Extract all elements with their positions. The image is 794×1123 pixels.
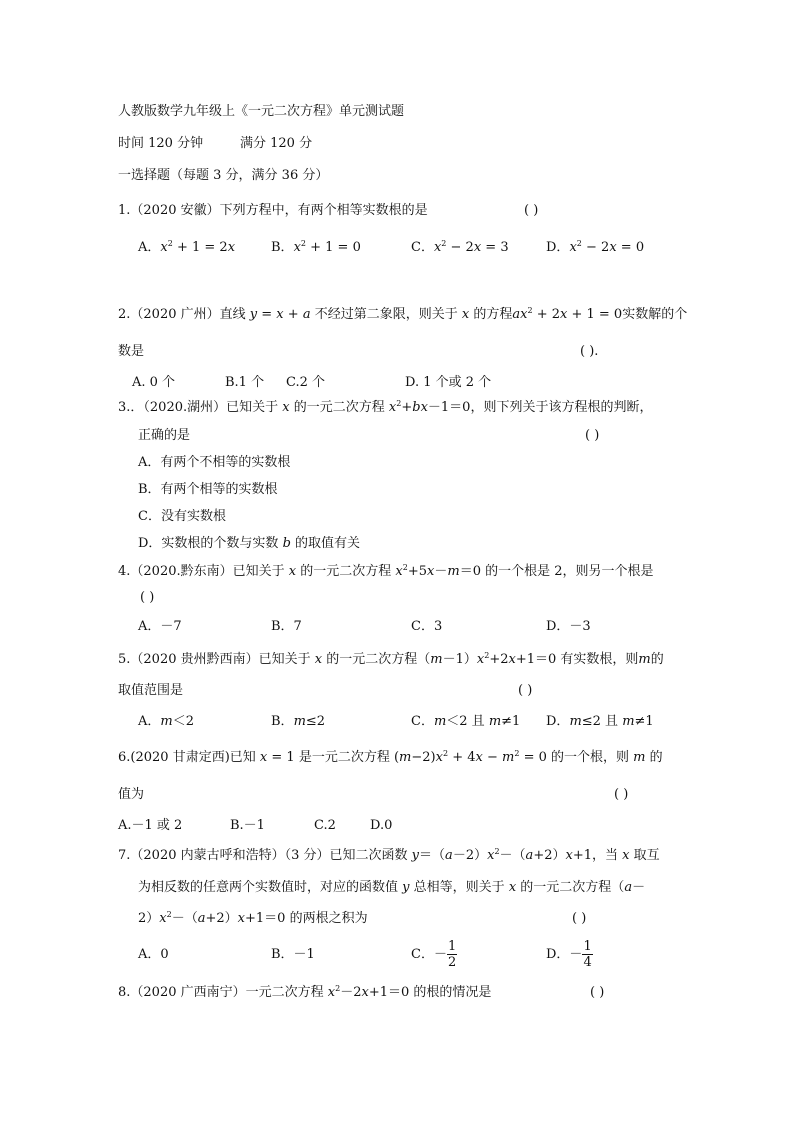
q7-option-d: D．－ $\frac{1}{4}$	[546, 939, 592, 970]
q3-option-a: A．有两个不相等的实数根	[138, 455, 291, 470]
q4-answer-paren: ( )	[140, 590, 155, 605]
q6-stem: 6.(2020 甘肃定西)已知 x = 1 是一元二次方程 $(m-2)x^2 + 4x - m^2 = 0$ 的一个根，则 m 的	[118, 749, 663, 765]
q1-option-d: D．$x^2 - 2x = 0$	[546, 239, 645, 255]
q5-option-a: A．m＜2	[138, 714, 194, 729]
q7-answer-paren: ( )	[572, 911, 587, 926]
time-limit: 时间 120 分钟	[118, 136, 204, 151]
q6-stem-line2: 值为	[118, 787, 145, 802]
q7-option-a: A．0	[138, 947, 169, 962]
q2-option-a: A. 0 个	[132, 375, 176, 390]
q3-option-d: D．实数根的个数与实数 b 的取值有关	[138, 536, 361, 551]
q6-option-a: A.－1 或 2	[118, 818, 183, 833]
q8-answer-paren: ( )	[590, 985, 605, 1000]
q7-option-c: C．－ $\frac{1}{2}$	[411, 939, 457, 970]
q4-option-b: B．7	[271, 619, 302, 634]
q7-option-b: B．－1	[271, 947, 315, 962]
q6-answer-paren: ( )	[614, 787, 629, 802]
q2-option-b: B.1 个	[225, 375, 265, 390]
q1-answer-paren: ( )	[524, 203, 539, 218]
q4-option-c: C．3	[411, 619, 443, 634]
full-score: 满分 120 分	[240, 136, 313, 151]
q1-option-a: A．$x^2 + 1 = 2x$	[138, 239, 236, 255]
q1-option-d-math: $x^2 - 2x = 0$	[569, 239, 645, 255]
q7-option-d-fraction: $\frac{1}{4}$	[583, 939, 592, 970]
q7-option-c-fraction: $\frac{1}{2}$	[447, 939, 457, 970]
q1-option-a-math: $x^2 + 1 = 2x$	[160, 239, 236, 255]
q4-equation: $x^2+5x-m=0$	[395, 563, 486, 579]
q5-stem: 5.（2020 贵州黔西南）已知关于 x 的一元二次方程$(m-1)x^2+2x+1=0$ 有实数根，则m的	[118, 651, 664, 667]
q5-option-b: B．m≤2	[271, 714, 326, 729]
q2-stem-line2: 数是	[118, 344, 145, 359]
q2-option-d: D. 1 个或 2 个	[405, 375, 492, 390]
q2-option-c: C.2 个	[286, 375, 326, 390]
q1-option-c-math: $x^2 - 2x = 3$	[433, 239, 509, 255]
q3-option-b: B．有两个相等的实数根	[138, 482, 278, 497]
q5-equation: $m-1)x^2+2x+1=0$	[430, 651, 561, 667]
q7-stem-line3: $2)x^2-(a+2)x+1=0$ 的两根之积为	[138, 910, 368, 926]
q7-stem: 7.（2020 内蒙古呼和浩特）（3 分）已知二次函数 $y=(a-2)x^2-(a+2)x+1$，当 x 取互	[118, 847, 660, 863]
q8-equation: $x^2-2x+1=0$	[327, 984, 414, 1000]
q2-line-equation: y = x + a	[249, 307, 311, 322]
q6-option-b: B.－1	[230, 818, 265, 833]
page-title: 人教版数学九年级上《一元二次方程》单元测试题	[118, 104, 405, 119]
q7-function: $y=(a-2)x^2-(a+2)x+1$	[411, 847, 592, 863]
q1-option-c: C．$x^2 - 2x = 3$	[411, 239, 509, 255]
q2-answer-paren: ( ).	[580, 344, 599, 359]
q5-answer-paren: ( )	[518, 683, 533, 698]
q6-option-c: C.2	[314, 818, 336, 833]
q3-option-c: C．没有实数根	[138, 509, 226, 524]
q3-stem: 3.．（2020.湖州）已知关于 x 的一元二次方程 $x^2+bx-1=0$，则下列关于该方程根的判断，	[118, 399, 653, 415]
q5-option-c: C．m＜2 且 m≠1	[411, 714, 521, 729]
q1-option-b: B．$x^2 + 1 = 0$	[271, 239, 361, 255]
q8-stem: 8.（2020 广西南宁）一元二次方程 $x^2-2x+1=0$ 的根的情况是	[118, 984, 492, 1000]
q2-quadratic-equation: $ax^2 + 2x + 1 = 0$	[512, 306, 623, 322]
q4-stem: 4.（2020.黔东南）已知关于 x 的一元二次方程 $x^2+5x-m=0$ 的一个根是 2，则另一个根是	[118, 563, 654, 579]
q3-stem-line2: 正确的是	[138, 428, 191, 443]
q6-equation: $(m-2)x^2 + 4x - m^2 = 0$	[389, 749, 551, 765]
q4-option-a: A．－7	[138, 619, 182, 634]
q7-stem-line2: 为相反数的任意两个实数值时，对应的函数值 y 总相等，则关于 x 的一元二次方程（a－	[138, 880, 646, 895]
q1-option-b-math: $x^2 + 1 = 0$	[293, 239, 361, 255]
q1-stem: 1.（2020 安徽）下列方程中，有两个相等实数根的是	[118, 203, 428, 218]
q6-option-d: D.0	[370, 818, 393, 833]
q3-equation: $x^2+bx-1=0$	[388, 399, 471, 415]
q3-answer-paren: ( )	[585, 428, 600, 443]
q5-option-d: D．m≤2 且 m≠1	[546, 714, 654, 729]
q5-stem-line2: 取值范围是	[118, 683, 184, 698]
q2-stem: 2.（2020 广州）直线 y = x + a 不经过第二象限，则关于 x 的方程$ax^2 + 2x + 1 = 0$实数解的个	[118, 306, 688, 322]
section-heading: 一选择题（每题 3 分，满分 36 分）	[118, 168, 329, 183]
q7-equation: $2)x^2-(a+2)x+1=0$	[138, 910, 290, 926]
q4-option-d: D．－3	[546, 619, 591, 634]
